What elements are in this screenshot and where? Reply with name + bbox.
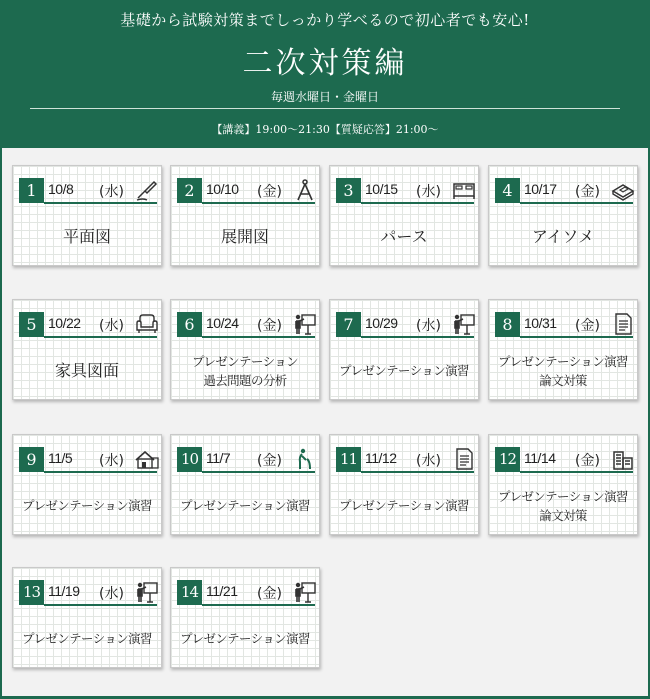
card-underline [202, 202, 315, 204]
session-card [329, 434, 479, 535]
topic-line: プレゼンテーション演習 [22, 498, 152, 514]
elderly-person-icon [293, 447, 317, 471]
session-weekday: (水) [416, 318, 441, 334]
compass-icon [293, 178, 317, 202]
topic-line: プレゼンテーション演習 [339, 498, 469, 514]
topic-line: プレゼンテーション演習 [180, 498, 310, 514]
card-underline [361, 336, 474, 338]
session-topic [13, 210, 161, 264]
session-topic [330, 344, 478, 398]
session-number: 3 [336, 178, 361, 203]
session-card [170, 567, 320, 668]
card-underline [44, 202, 157, 204]
session-topic [171, 612, 319, 666]
card-underline [44, 471, 157, 473]
header-tagline: 基礎から試験対策までしっかり学べるので初心者でも安心! [120, 11, 530, 29]
topic-line: プレゼンテーション演習 [339, 363, 469, 379]
session-topic [489, 210, 637, 264]
session-date: 10/24 [206, 315, 239, 331]
session-weekday: (金) [257, 318, 282, 334]
card-underline [520, 471, 633, 473]
session-card [488, 434, 638, 535]
card-underline [520, 336, 633, 338]
session-topic [489, 344, 637, 398]
session-number: 14 [177, 580, 202, 605]
card-underline [202, 336, 315, 338]
card-underline [44, 604, 157, 606]
topic-line: 展開図 [220, 226, 269, 246]
bed-icon [452, 178, 476, 202]
page-title: 二次対策編 [242, 46, 408, 81]
topic-line: 論文対策 [539, 373, 587, 388]
session-card [12, 567, 162, 668]
session-date: 11/14 [524, 450, 556, 466]
session-card [329, 165, 479, 266]
session-weekday: (金) [575, 453, 600, 469]
session-date: 11/19 [48, 583, 80, 599]
header-divider [30, 108, 620, 109]
session-times: 【講義】19:00～21:30【質疑応答】21:00～ [211, 123, 439, 136]
topic-line: 論文対策 [539, 508, 587, 523]
session-date: 10/22 [48, 315, 81, 331]
session-weekday: (金) [575, 318, 600, 334]
isometric-room-icon [611, 178, 635, 202]
session-topic [330, 479, 478, 533]
session-weekday: (水) [99, 184, 124, 200]
session-topic [13, 612, 161, 666]
session-card [170, 299, 320, 400]
presenter-icon [293, 312, 317, 336]
card-underline [202, 471, 315, 473]
document-icon [452, 447, 476, 471]
topic-line: 平面図 [62, 226, 111, 246]
card-underline [44, 336, 157, 338]
session-number: 10 [177, 447, 202, 472]
session-weekday: (金) [257, 184, 282, 200]
topic-line: 過去問題の分析 [203, 373, 287, 388]
house-icon [135, 447, 159, 471]
session-number: 7 [336, 312, 361, 337]
session-card [488, 165, 638, 266]
session-date: 10/29 [365, 315, 398, 331]
session-card [329, 299, 479, 400]
header-banner [0, 0, 650, 148]
topic-line: プレゼンテーション演習 [180, 631, 310, 647]
session-date: 11/7 [206, 450, 231, 466]
session-weekday: (水) [416, 184, 441, 200]
session-topic [330, 210, 478, 264]
session-number: 2 [177, 178, 202, 203]
session-card [488, 299, 638, 400]
session-date: 10/15 [365, 181, 398, 197]
session-weekday: (水) [99, 318, 124, 334]
session-topic [13, 479, 161, 533]
presenter-icon [452, 312, 476, 336]
topic-line: パース [380, 226, 428, 246]
document-icon [611, 312, 635, 336]
session-weekday: (金) [575, 184, 600, 200]
session-date: 11/21 [206, 583, 238, 599]
session-date: 10/17 [524, 181, 557, 197]
card-underline [520, 202, 633, 204]
session-number: 9 [19, 447, 44, 472]
session-topic [171, 210, 319, 264]
session-topic [13, 344, 161, 398]
session-topic [171, 344, 319, 398]
session-number: 1 [19, 178, 44, 203]
topic-line: プレゼンテーション演習 [22, 631, 152, 647]
building-icon [611, 447, 635, 471]
session-date: 11/12 [365, 450, 397, 466]
session-card [12, 165, 162, 266]
session-weekday: (水) [416, 453, 441, 469]
card-underline [202, 604, 315, 606]
armchair-icon [135, 312, 159, 336]
session-date: 10/8 [48, 181, 74, 197]
topic-line: プレゼンテーション演習 [498, 353, 628, 369]
schedule-days: 毎週水曜日・金曜日 [270, 90, 379, 104]
session-weekday: (金) [257, 453, 282, 469]
topic-line: プレゼンテーション演習 [498, 488, 628, 504]
presenter-icon [293, 580, 317, 604]
session-grid [2, 148, 648, 696]
session-number: 6 [177, 312, 202, 337]
card-underline [361, 202, 474, 204]
session-card [12, 299, 162, 400]
session-number: 13 [19, 580, 44, 605]
session-card [170, 434, 320, 535]
session-topic [171, 479, 319, 533]
session-number: 5 [19, 312, 44, 337]
session-card [170, 165, 320, 266]
session-number: 4 [495, 178, 520, 203]
topic-line: プレゼンテーション [191, 353, 299, 369]
session-date: 10/31 [524, 315, 557, 331]
session-weekday: (水) [99, 453, 124, 469]
session-weekday: (金) [257, 586, 282, 602]
session-topic [489, 479, 637, 533]
drafting-pen-icon [135, 178, 159, 202]
session-card [12, 434, 162, 535]
session-weekday: (水) [99, 586, 124, 602]
session-number: 11 [336, 447, 361, 472]
topic-line: 家具図面 [54, 360, 119, 380]
session-number: 8 [495, 312, 520, 337]
card-underline [361, 471, 474, 473]
session-number: 12 [495, 447, 520, 472]
topic-line: アイソメ [531, 226, 595, 246]
session-date: 11/5 [48, 450, 73, 466]
presenter-icon [135, 580, 159, 604]
session-date: 10/10 [206, 181, 239, 197]
